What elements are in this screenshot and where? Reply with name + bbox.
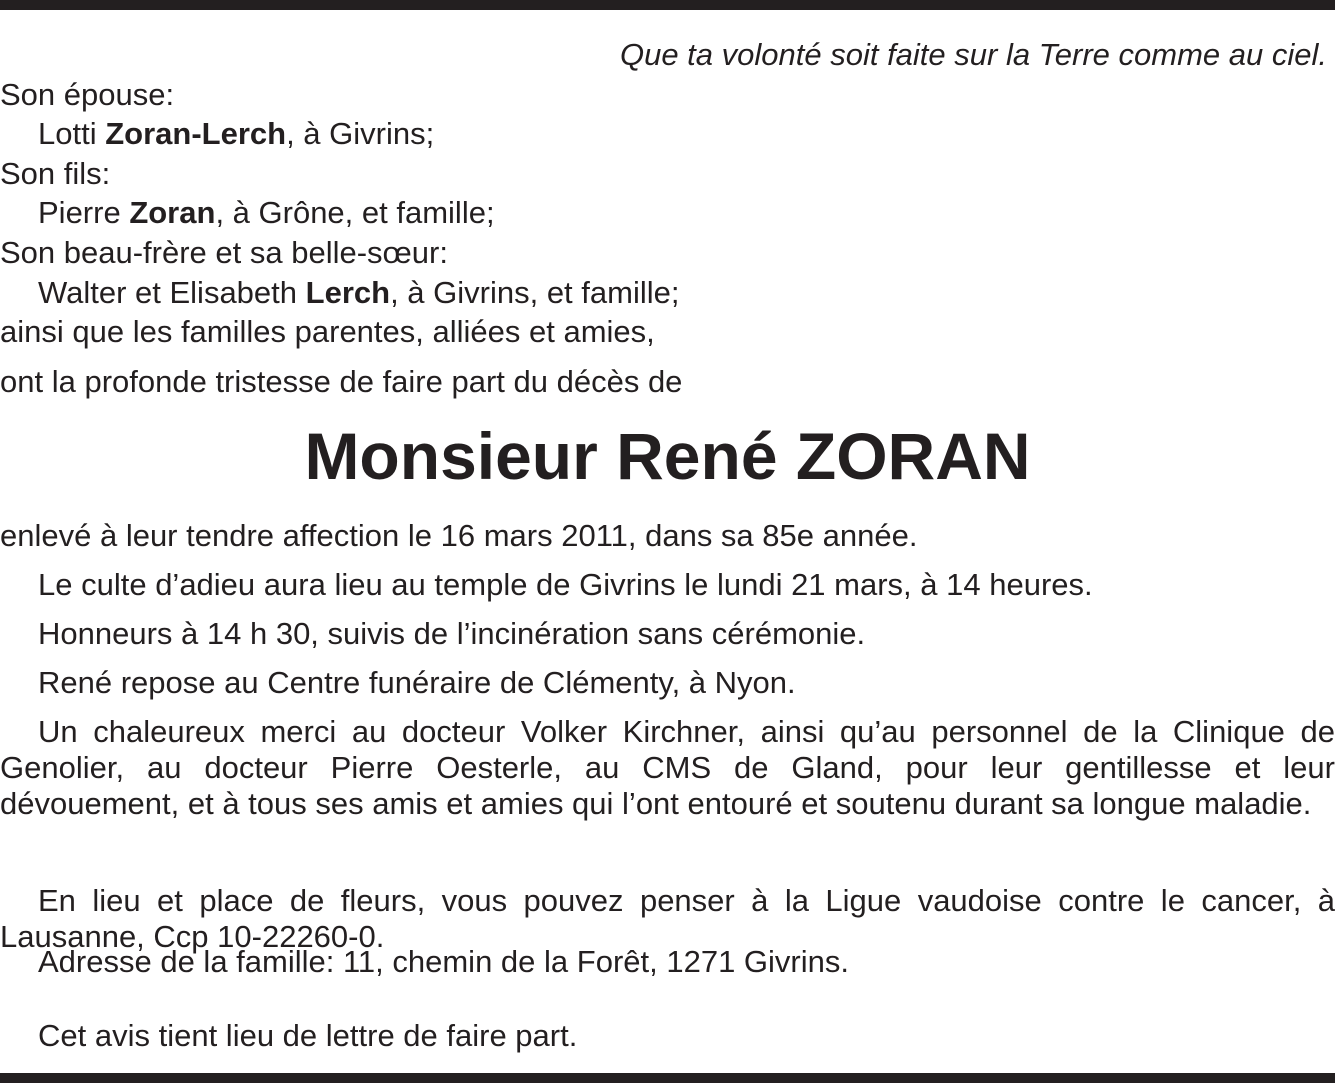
address-paragraph: Adresse de la famille: 11, chemin de la Forêt, 1271 Givrins. [38,944,849,979]
deceased-name: Monsieur René ZORAN [304,419,1031,493]
top-rule [0,0,1335,10]
donation-paragraph: En lieu et place de fleurs, vous pouvez penser à la Ligue vaudoise contre le cancer, à Lausanne, Ccp 10-22260-0. [0,883,1335,954]
son-surname: Zoran [129,195,216,230]
bottom-rule [0,1073,1335,1083]
inlaws-surname: Lerch [305,275,391,310]
wife-surname: Zoran-Lerch [105,116,287,151]
son-place: , à Grône, et famille; [215,195,495,230]
death-line: enlevé à leur tendre affection le 16 mars 2011, dans sa 85e année. [0,518,918,553]
other-families-line: ainsi que les familles parentes, alliées et amies, [0,314,655,349]
wife-line [38,115,434,153]
inlaws-place: , à Givrins, et famille; [390,275,680,310]
wife-heading: Son épouse: [0,77,175,112]
son-heading: Son fils: [0,156,111,191]
wife-first-name: Lotti [38,116,106,151]
ceremony-paragraph: Le culte d’adieu aura lieu au temple de Givrins le lundi 21 mars, à 14 heures. [38,567,1093,602]
notice-paragraph: Cet avis tient lieu de lettre de faire part. [38,1018,578,1053]
wife-place: , à Givrins; [286,116,435,151]
announcement-line: ont la profonde tristesse de faire part du décès de [0,364,683,399]
inlaws-line [38,274,679,312]
thanks-paragraph: Un chaleureux merci au docteur Volker Kirchner, ainsi qu’au personnel de la Clinique de Genolier, au docteur Pierre Oesterle, au CMS de Gland, pour leur gentillesse et leur dévouement, et à tous ses amis et amies qui l’ont entouré et soutenu durant sa longue maladie. [0,714,1335,821]
inlaws-first-names: Walter et Elisabeth [38,275,306,310]
son-line [38,194,495,232]
motto-verse: Que ta volonté soit faite sur la Terre comme au ciel. [619,37,1327,72]
son-first-name: Pierre [38,195,130,230]
inlaws-heading: Son beau-frère et sa belle-sœur: [0,235,448,270]
rest-paragraph: René repose au Centre funéraire de Clémenty, à Nyon. [38,665,796,700]
honours-paragraph: Honneurs à 14 h 30, suivis de l’incinération sans cérémonie. [38,616,866,651]
